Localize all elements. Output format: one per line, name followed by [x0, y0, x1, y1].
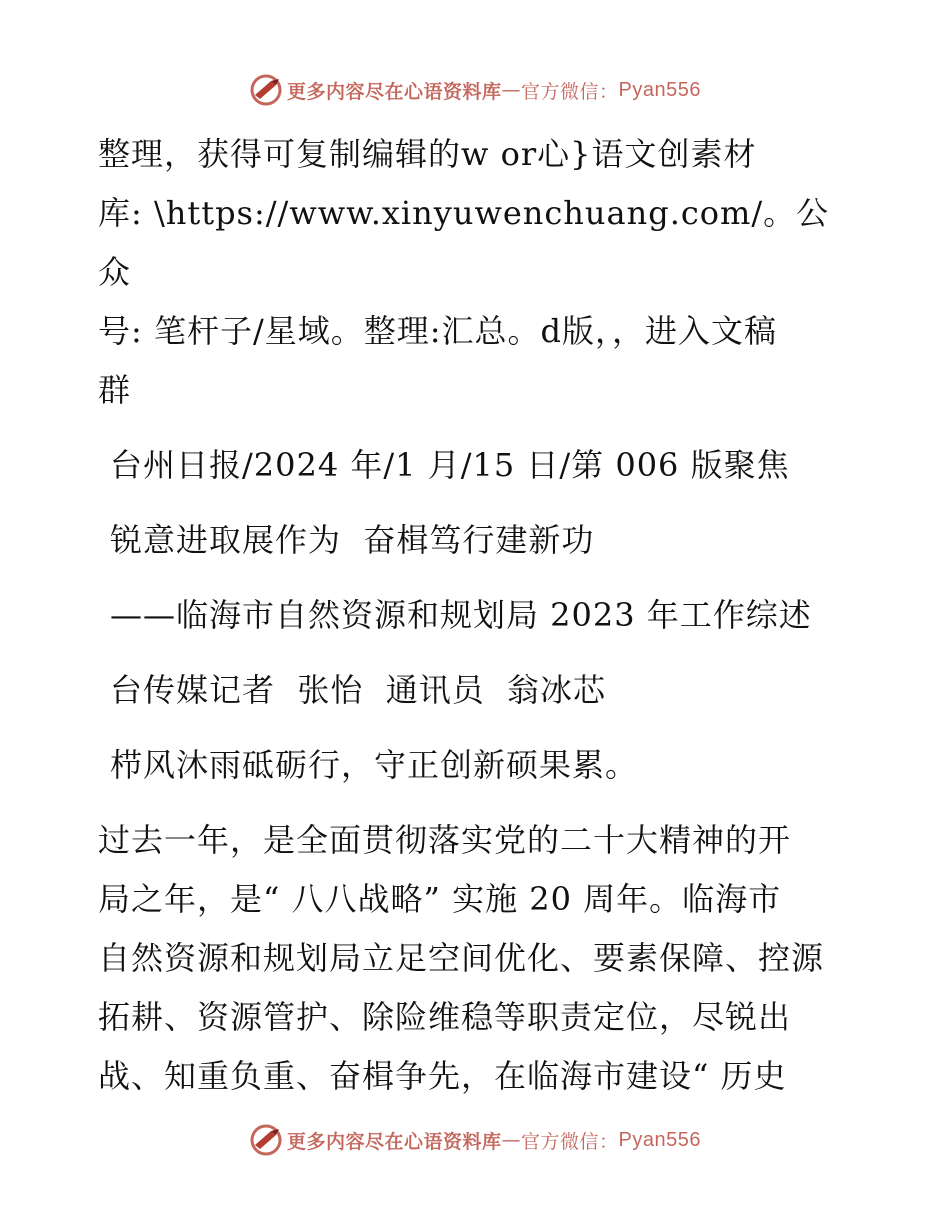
- body-line: 拓耕、资源管护、除险维稳等职责定位，尽锐出: [98, 998, 792, 1036]
- banner-main-text: 更多内容尽在心语资料库: [287, 1130, 502, 1153]
- banner-official-label: 官方微信：: [521, 80, 619, 103]
- intro-line: 库: \https://www.xinyuwenchuang.com/。公众: [98, 194, 830, 291]
- header-watermark-banner: [0, 70, 950, 110]
- byline: 台传媒记者 张怡 通讯员 翁冰芯: [110, 671, 607, 709]
- intro-line: 整理，获得可复制编辑的w or心}语文创素材: [98, 135, 757, 173]
- source-line: 台州日报/2024 年/1 月/15 日/第 006 版聚焦: [110, 446, 790, 484]
- body-line: 自然资源和规划局立足空间优化、要素保障、控源: [98, 939, 825, 977]
- banner-official-label: 官方微信：: [521, 1130, 619, 1153]
- banner-wechat-id: Pyan556: [618, 78, 701, 101]
- intro-line: 号: 笔杆子/星域。整理:汇总。d版，，进入文稿: [98, 312, 778, 350]
- body-line: 局之年，是“ 八八战略” 实施 20 周年。临海市: [98, 880, 782, 918]
- pen-logo-icon: [249, 1123, 283, 1157]
- article-subtitle: ——临海市自然资源和规划局 2023 年工作综述: [110, 596, 812, 634]
- banner-main-text: 更多内容尽在心语资料库: [287, 80, 502, 103]
- banner-dash: —: [501, 1129, 522, 1151]
- body-line: 过去一年，是全面贯彻落实党的二十大精神的开: [98, 821, 792, 859]
- body-paragraph: [0, 811, 950, 1106]
- body-line: 战、知重负重、奋楫争先，在临海市建设“ 历史: [98, 1057, 787, 1095]
- intro-paragraph: [0, 125, 950, 420]
- footer-watermark-banner: [0, 1120, 950, 1160]
- banner-wechat-id: Pyan556: [618, 1128, 701, 1151]
- intro-line: 群: [98, 371, 132, 409]
- article-title: 锐意进取展作为 奋楫笃行建新功: [110, 521, 595, 559]
- opening-line: 栉风沐雨砥砺行，守正创新硕果累。: [110, 746, 639, 784]
- document-body: [0, 125, 950, 1106]
- banner-dash: —: [501, 79, 522, 101]
- pen-logo-icon: [249, 73, 283, 107]
